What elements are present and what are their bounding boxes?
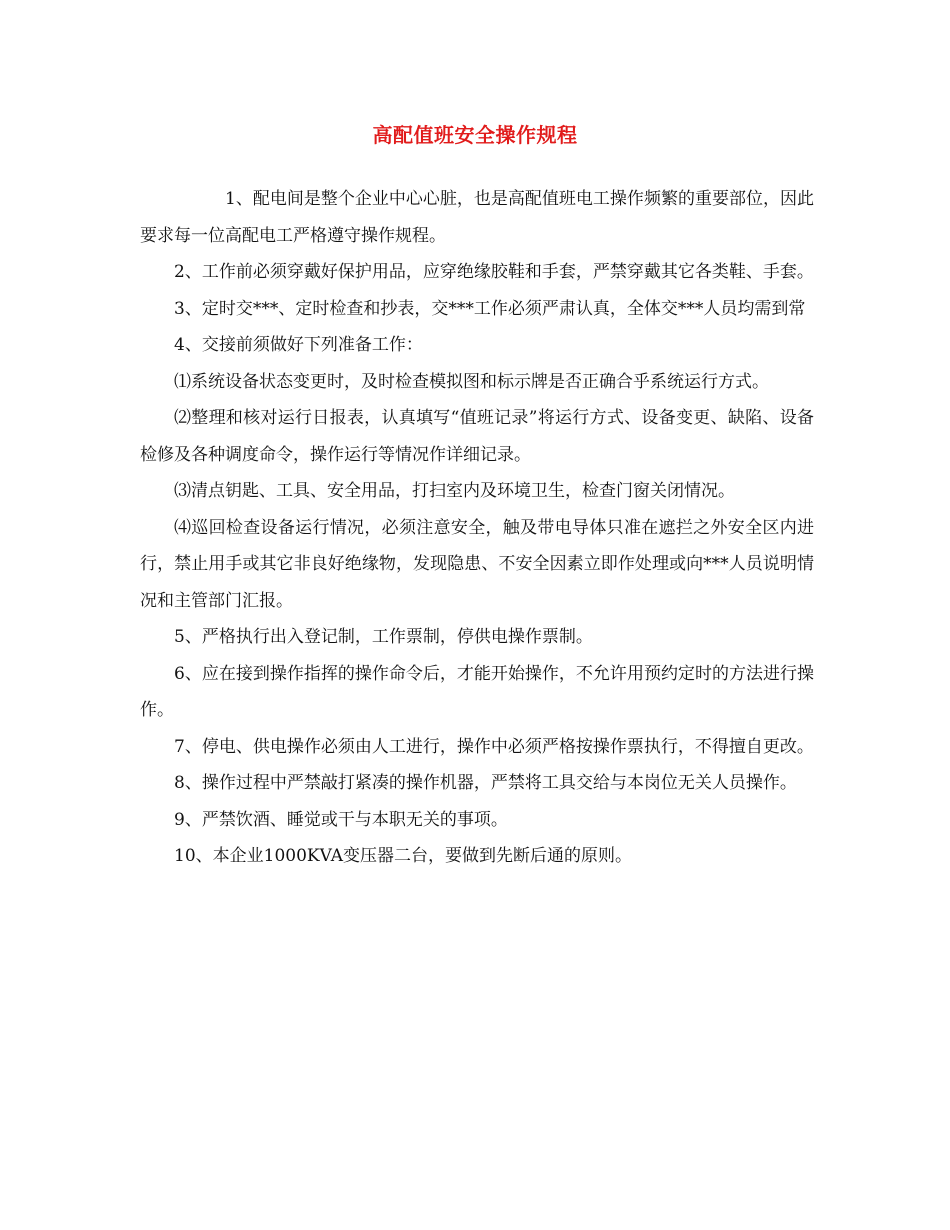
paragraph-8: 8、操作过程中严禁敲打紧凑的操作机器，严禁将工具交给与本岗位无关人员操作。 (174, 773, 797, 793)
paragraph-4-1: ⑴系统设备状态变更时，及时检查模拟图和标示牌是否正确合乎系统运行方式。 (174, 371, 769, 392)
paragraph-5: 5、严格执行出入登记制，工作票制，停供电操作票制。 (174, 627, 593, 647)
paragraph-9: 9、严禁饮酒、睡觉或干与本职无关的事项。 (174, 809, 508, 830)
paragraph-10: 10、本企业1000KVA变压器二台，要做到先断后通的原则。 (174, 846, 632, 866)
paragraph-2: 2、工作前必须穿戴好保护用品，应穿绝缘胶鞋和手套，严禁穿戴其它各类鞋、手套。 (174, 262, 814, 282)
paragraph-4-2: ⑵整理和核对运行日报表，认真填写“值班记录”将运行方式、设备变更、缺陷、设备检修及各种调度命令，操作运行等情况作详细记录。 (140, 408, 814, 465)
paragraph-6: 6、应在接到操作指挥的操作命令后，才能开始操作，不允许用预约定时的方法进行操作。 (140, 663, 814, 720)
paragraph-3: 3、定时交***、定时检查和抄表，交***工作必须严肃认真，全体交***人员均需到常 (174, 298, 806, 319)
document-body (140, 181, 814, 875)
paragraph-4-4: ⑷巡回检查设备运行情况，必须注意安全，触及带电导体只准在遮拦之外安全区内进行，禁止用手或其它非良好绝缘物，发现隐患、不安全因素立即作处理或向***人员说明情况和主管部门汇报。 (140, 517, 814, 611)
paragraph-7: 7、停电、供电操作必须由人工进行，操作中必须严格按操作票执行，不得擅自更改。 (174, 736, 814, 757)
paragraph-1: 1、配电间是整个企业中心心脏，也是高配值班电工操作频繁的重要部位，因此要求每一位高配电工严格遵守操作规程。 (140, 189, 814, 246)
document-title: 高配值班安全操作规程 (372, 123, 578, 147)
paragraph-4-3: ⑶清点钥匙、工具、安全用品，打扫室内及环境卫生，检查门窗关闭情况。 (174, 481, 735, 501)
paragraph-4: 4、交接前须做好下列准备工作： (174, 335, 423, 355)
